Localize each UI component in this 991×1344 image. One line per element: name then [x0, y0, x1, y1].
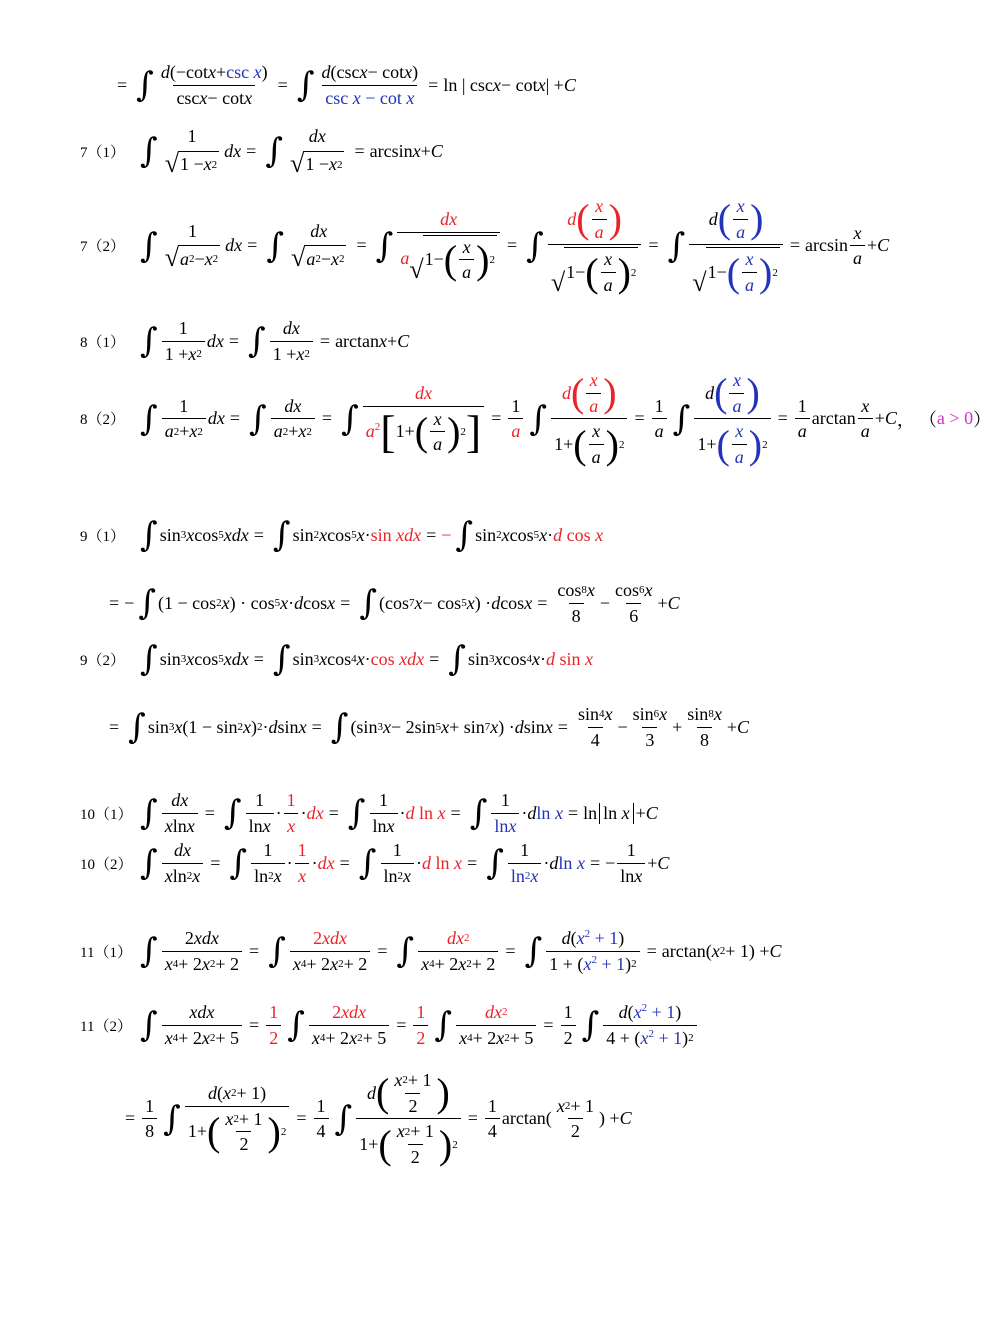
problem-label: 11（1） — [80, 944, 132, 961]
equation-7-1: 7（1） ∫ 1 √ 1 − x 2 dx = ∫ dx √ 1 − x 2 = arcsin x + C — [80, 126, 443, 178]
equation-9-1-line1: 9（1） ∫ sin 3 x cos 5 xdx = ∫ sin 2 x cos 5 x · sin xdx = − ∫ sin 2 x cos 5 x · d cos x — [80, 515, 604, 555]
equation-11-2-line1: 11（2） ∫ xdx x 4 + 2 x 2 + 5 = $\frac{1}{2}$ ∫ 2 xdx x 4 + 2 x 2 + 5 = $\frac{1}{2}$ ∫ dx 2 x 4 + 2 x 2 + 5 = $\frac{1}{2}$ ∫ d ( $x^2 + 1$ ) 4 + ( $x^2 + 1$ ) 2 — [80, 1002, 699, 1048]
condition-a-positive: a > 0 — [936, 408, 974, 429]
equation-10-2: 10（2） ∫ dx x ln 2 x = ∫ 1 ln 2 x · $\frac{1}{x}$ · dx = ∫ 1 ln 2 x · d ln x = ∫ 1 ln 2 x · d ln x = − 1 ln x + C — [80, 840, 670, 886]
equation-8-1: 8（1） ∫ 1 1 + x 2 dx = ∫ dx 1 + x 2 = arctan x + C — [80, 318, 410, 364]
equation-11-1: 11（1） ∫ 2 xdx x 4 + 2 x 2 + 2 = ∫ 2 xdx x 4 + 2 x 2 + 2 = ∫ dx 2 x 4 + 2 x 2 + 2 = ∫ d ( $x^2 + 1$ ) 1 + ( $x^2 + 1$ ) 2 = arctan( x 2 + 1) + C — [80, 928, 782, 974]
problem-label: 9（1） — [80, 528, 126, 545]
problem-label: 10（1） — [80, 806, 133, 823]
equation-csc-cot: = ∫ d (−cot x + csc x ) csc x − cot x = ∫ d (csc x − cot x ) csc x − cot x = ln | csc x − cot x | + C — [117, 62, 576, 108]
equation-7-2: 7（2） ∫ 1 √ a 2 − x 2 dx = ∫ dx √ a 2 − x 2 = ∫ dx a √ 1− ( $\frac{x}{a}$ ) 2 = ∫ d ( $\frac{x}{a}$ ) √ 1− ( $\frac{x}{a}$ ) 2 = ∫ d ( $\frac{x}{a}$ ) √ 1− ( $\frac{x}{a}$ ) 2 = arcsin $\frac{x}{a}$ + C — [80, 196, 890, 297]
problem-label: 7（1） — [80, 144, 126, 161]
equation-10-1: 10（1） ∫ dx x ln x = ∫ 1 ln x · $\frac{1}{x}$ · dx = ∫ 1 ln x · d ln x = ∫ 1 ln x · d ln x = ln ln x + C — [80, 790, 658, 836]
problem-label: 10（2） — [80, 856, 133, 873]
equation-9-2-line1: 9（2） ∫ sin 3 x cos 5 xdx = ∫ sin 3 x cos 4 x · cos xdx = ∫ sin 3 x cos 4 x · d sin x — [80, 639, 593, 679]
comma: ， — [896, 409, 915, 430]
problem-label: 8（2） — [80, 412, 126, 429]
problem-label: 8（1） — [80, 334, 126, 351]
problem-label: 7（2） — [80, 239, 126, 256]
equation-11-2-line2: = $\frac{1}{8}$ ∫ d ( x 2 + 1) 1+ ( x 2 + 1 2 ) 2 = $\frac{1}{4}$ ∫ d ( x 2 + 1 2 ) 1+ ( x 2 + 1 2 ) 2 = $\frac{1}{4}$ arctan( x 2 + 1 2 ) + C — [125, 1070, 632, 1168]
problem-label: 11（2） — [80, 1018, 132, 1035]
equation-9-1-line2: = − ∫ (1 − cos 2 x ) · cos 5 x · d cos x = ∫ (cos 7 x − cos 5 x ) · d cos x = cos 8 x 8 − cos 6 x 6 + C — [109, 580, 680, 626]
equation-9-2-line2: = ∫ sin 3 x (1 − sin 2 x ) 2 · d sin x = ∫ (sin 3 x − 2sin 5 x + sin 7 x ) · d sin x = sin 4 x 4 − sin 6 x 3 + sin 8 x 8 + C — [109, 704, 749, 750]
equation-8-2: 8（2） ∫ 1 a 2 + x 2 dx = ∫ dx a 2 + x 2 = ∫ dx $a^2$ [ 1+ ( $\frac{x}{a}$ ) 2 ] = $\frac{1}{a}$ ∫ d ( $\frac{x}{a}$ ) 1+ ( $\frac{x}{a}$ ) 2 = $\frac{1}{a}$ ∫ d ( $\frac{x}{a}$ ) 1+ ( $\frac{x}{a}$ ) 2 = $\frac{1}{a}$ arctan $\frac{x}{a}$ + C ， （ a > 0 ） — [80, 370, 991, 468]
problem-label: 9（2） — [80, 652, 126, 669]
